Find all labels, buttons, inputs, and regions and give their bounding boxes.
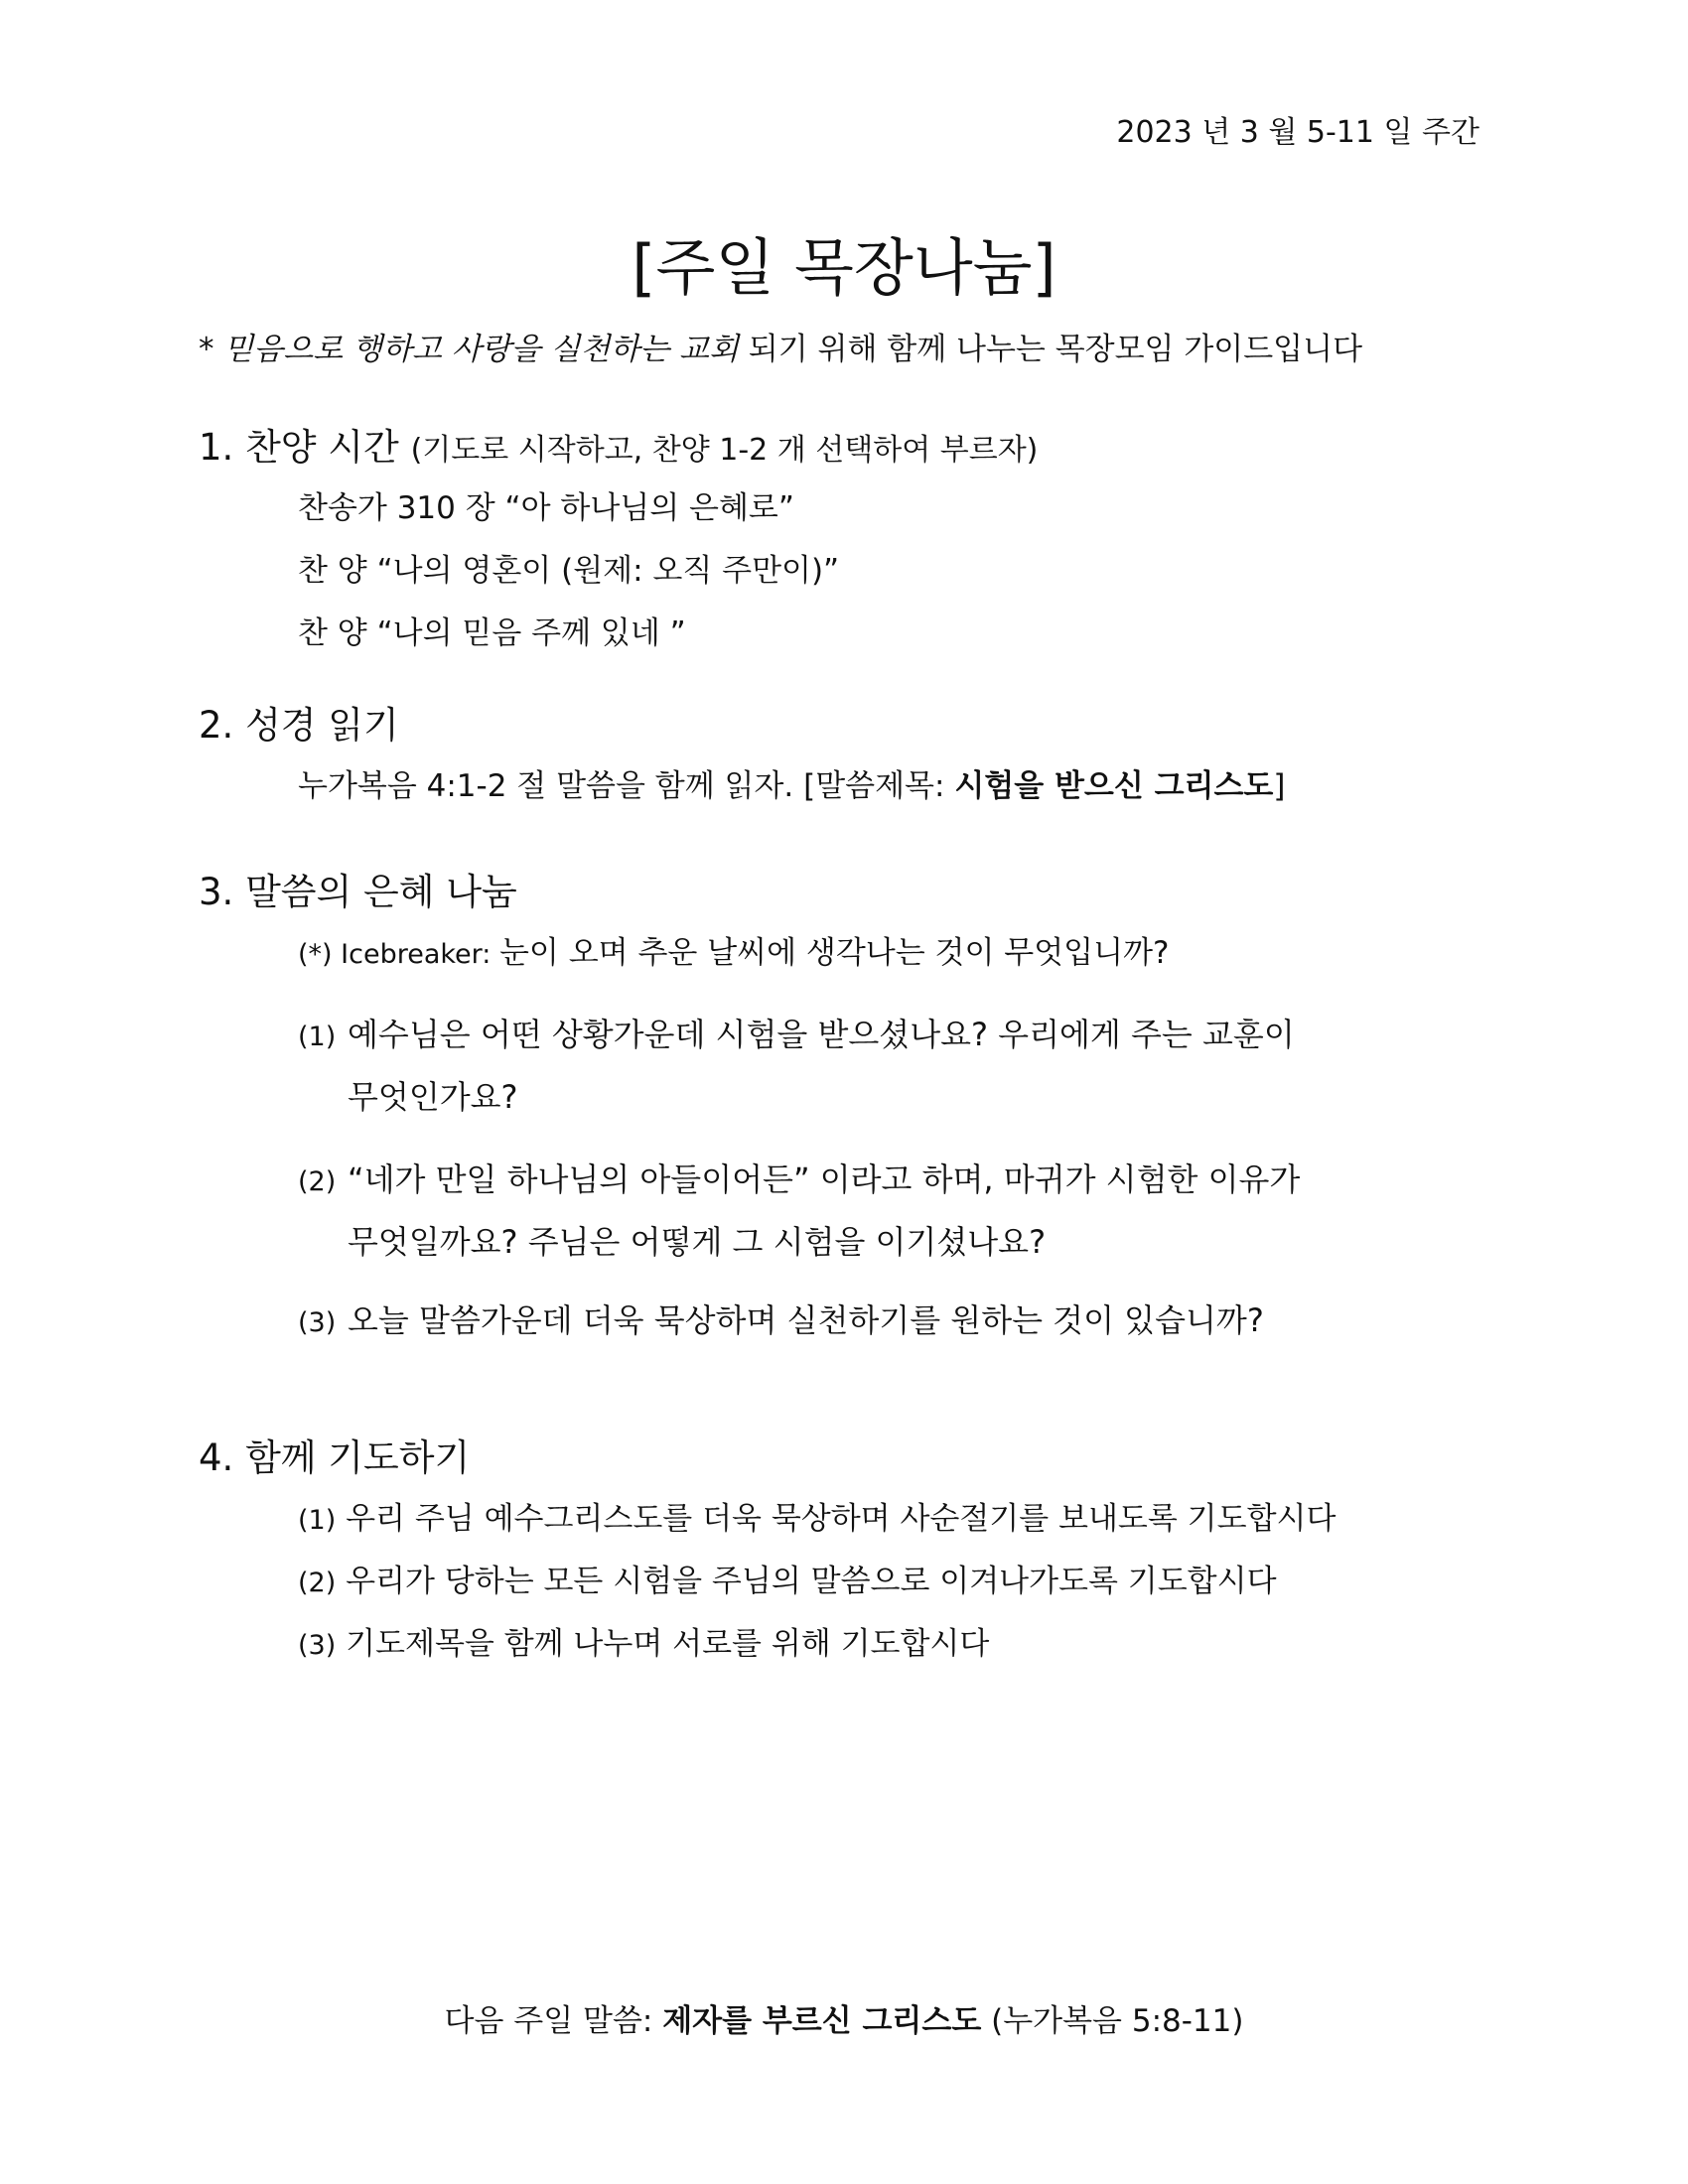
question-2 <box>298 1150 1300 1272</box>
prayer-number: (3) <box>298 1630 337 1661</box>
section-heading: 3. 말씀의 은혜 나눔 <box>199 871 517 913</box>
intro-italic: 믿음으로 행하고 사랑을 실천하는 교회 <box>223 332 739 367</box>
question-1 <box>298 1005 1295 1127</box>
intro-rest: 되기 위해 함께 나누는 목장모임 가이드입니다 <box>738 332 1363 367</box>
question-text: 무엇인가요? <box>348 1078 518 1116</box>
sermon-title: 시험을 받으신 그리스도 <box>954 768 1274 804</box>
heading-sub: (기도로 시작하고, 찬양 1-2 개 선택하여 부르자) <box>410 433 1039 468</box>
question-number: (1) <box>298 1022 337 1052</box>
prayer-number: (2) <box>298 1568 337 1598</box>
section-reading <box>199 695 1285 805</box>
question-text: 무엇일까요? 주님은 어떻게 그 시험을 이기셨나요? <box>348 1223 1047 1261</box>
intro-star: * <box>199 332 214 367</box>
section-praise <box>199 417 1038 652</box>
date-line: 2023 년 3 월 5-11 일 주간 <box>1116 115 1479 150</box>
footer-reference: (누가복음 5:8-11) <box>981 2003 1244 2039</box>
prayer-item <box>298 1493 1336 1538</box>
reading-bracket: ] <box>1273 768 1286 804</box>
icebreaker-label: (*) Icebreaker: <box>298 939 499 970</box>
hymn-line: 찬송가 310 장 “아 하나님의 은혜로” <box>298 490 794 526</box>
question-number: (3) <box>298 1307 337 1338</box>
prayer-text: 기도제목을 함께 나누며 서로를 위해 기도합시다 <box>336 1626 990 1662</box>
heading-text: 1. 찬양 시간 <box>199 426 411 469</box>
section-heading <box>199 417 1038 471</box>
prayer-item <box>298 1618 1336 1663</box>
question-text: “네가 만일 하나님의 아들이어든” 이라고 하며, 마귀가 시험한 이유가 <box>348 1160 1301 1198</box>
page-title: [주일 목장나눔] <box>632 231 1056 304</box>
question-number: (2) <box>298 1166 337 1197</box>
song-line: 찬 양 “나의 믿음 주께 있네 ” <box>298 615 686 651</box>
reading-line <box>298 760 1285 805</box>
prayer-text: 우리가 당하는 모든 시험을 주님의 말씀으로 이겨나가도록 기도합시다 <box>336 1564 1277 1599</box>
question-text: 예수님은 어떤 상황가운데 시험을 받으셨나요? 우리에게 주는 교훈이 <box>348 1016 1295 1053</box>
section-prayer <box>199 1428 1336 1663</box>
section-sharing <box>199 862 1169 972</box>
prayer-item <box>298 1556 1336 1600</box>
icebreaker-line <box>298 927 1169 972</box>
next-week-line <box>0 1995 1688 2040</box>
section-heading: 4. 함께 기도하기 <box>199 1436 471 1479</box>
question-3 <box>298 1291 1264 1353</box>
section-heading: 2. 성경 읽기 <box>199 704 399 747</box>
prayer-number: (1) <box>298 1505 337 1536</box>
question-text: 오늘 말씀가운데 더욱 묵상하며 실천하기를 원하는 것이 있습니까? <box>348 1301 1264 1339</box>
song-line: 찬 양 “나의 영혼이 (원제: 오직 주만이)” <box>298 553 840 589</box>
intro-line <box>199 324 1362 368</box>
next-sermon-title: 제자를 부르신 그리스도 <box>662 2003 982 2039</box>
footer-label: 다음 주일 말씀: <box>444 2003 663 2039</box>
icebreaker-text: 눈이 오며 추운 날씨에 생각나는 것이 무엇입니까? <box>498 935 1170 971</box>
reading-text: 누가복음 4:1-2 절 말씀을 함께 읽자. [말씀제목: <box>298 768 955 804</box>
prayer-text: 우리 주님 예수그리스도를 더욱 묵상하며 사순절기를 보내도록 기도합시다 <box>336 1501 1336 1537</box>
